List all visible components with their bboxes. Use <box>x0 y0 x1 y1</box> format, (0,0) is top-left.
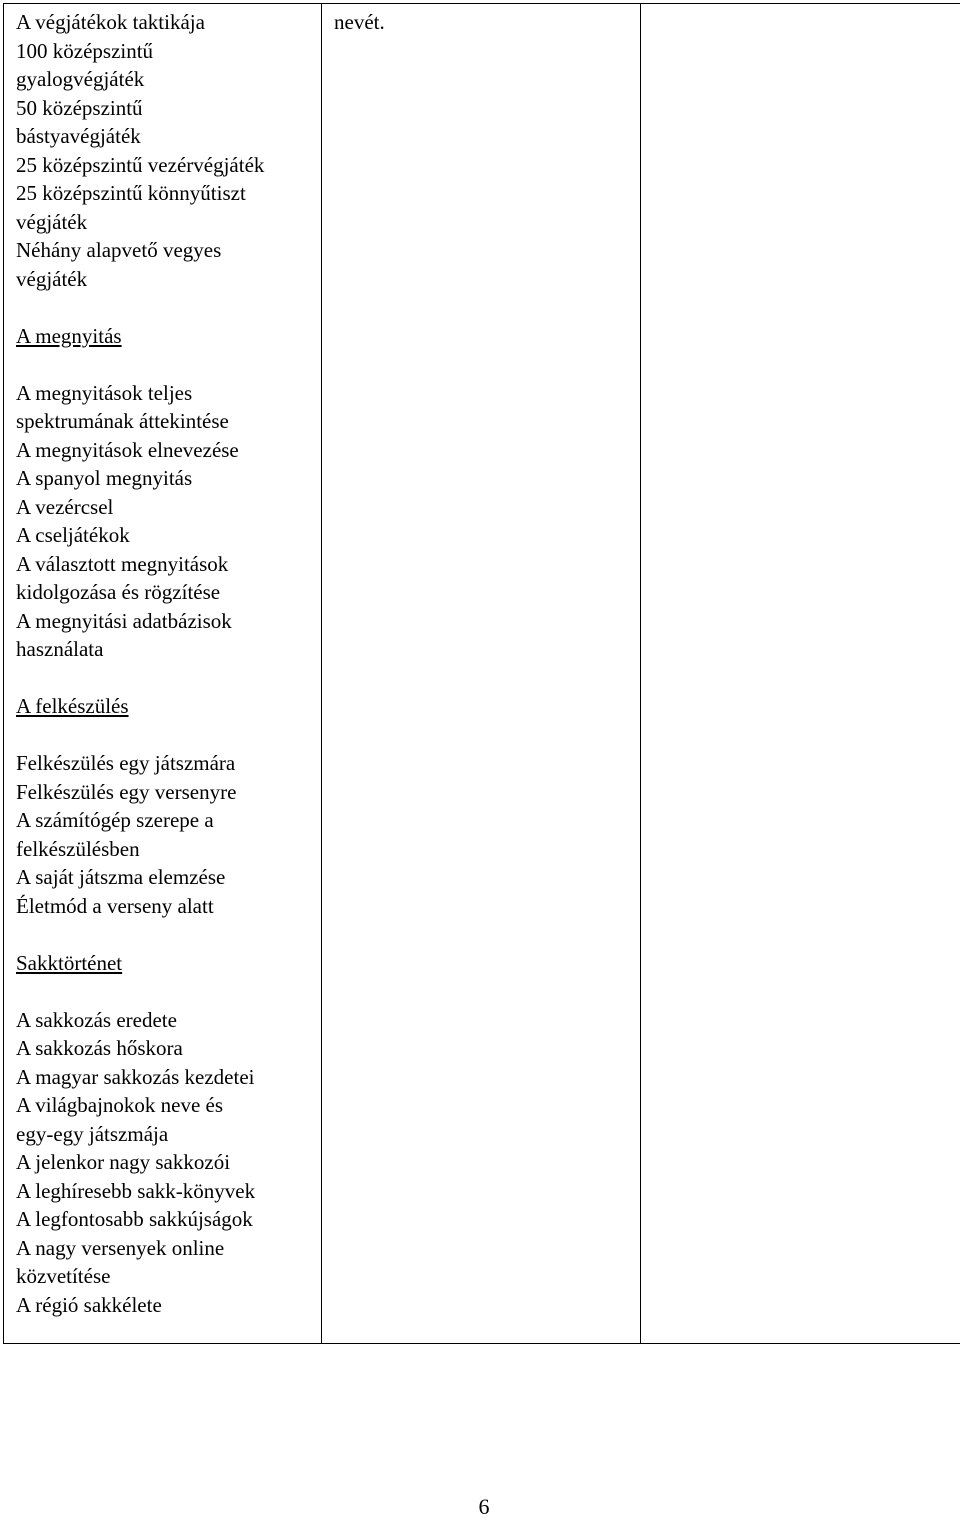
list-item: 25 középszintű vezérvégjáték <box>16 151 309 180</box>
page-number: 6 <box>0 1493 960 1521</box>
cell-text: nevét. <box>334 8 628 37</box>
list-item: Életmód a verseny alatt <box>16 892 309 921</box>
list-item: végjáték <box>16 265 309 294</box>
list-item: A cseljátékok <box>16 521 309 550</box>
spacer <box>16 920 309 949</box>
section-heading-chess-history: Sakktörténet <box>16 949 309 978</box>
opening-section <box>16 322 309 664</box>
notes-content <box>641 4 960 8</box>
list-item: 100 középszintű <box>16 37 309 66</box>
list-item: A leghíresebb sakk-könyvek <box>16 1177 309 1206</box>
list-item: A magyar sakkozás kezdetei <box>16 1063 309 1092</box>
list-item: A választott megnyitások <box>16 550 309 579</box>
list-item: A sakkozás eredete <box>16 1006 309 1035</box>
list-item: A régió sakkélete <box>16 1291 309 1320</box>
list-item: 25 középszintű könnyűtiszt <box>16 179 309 208</box>
list-item: A saját játszma elemzése <box>16 863 309 892</box>
topics-content <box>4 4 321 1319</box>
list-item: kidolgozása és rögzítése <box>16 578 309 607</box>
list-item: spektrumának áttekintése <box>16 407 309 436</box>
list-item: Felkészülés egy játszmára <box>16 749 309 778</box>
list-item: A világbajnokok neve és <box>16 1091 309 1120</box>
section-heading-preparation: A felkészülés <box>16 692 309 721</box>
list-item: A nagy versenyek online <box>16 1234 309 1263</box>
list-item: egy-egy játszmája <box>16 1120 309 1149</box>
list-item: A vezércsel <box>16 493 309 522</box>
list-item: bástyavégjáték <box>16 122 309 151</box>
list-item: A megnyitási adatbázisok <box>16 607 309 636</box>
list-item: A végjátékok taktikája <box>16 8 309 37</box>
table-row <box>4 4 960 1344</box>
notes-cell <box>641 4 960 1344</box>
chess-history-section <box>16 949 309 1320</box>
spacer <box>16 721 309 750</box>
list-item: használata <box>16 635 309 664</box>
spacer <box>16 664 309 693</box>
spacer <box>16 293 309 322</box>
endgame-tactics-block <box>16 8 309 293</box>
list-item: A számítógép szerepe a <box>16 806 309 835</box>
list-item: A sakkozás hőskora <box>16 1034 309 1063</box>
topics-cell <box>4 4 322 1344</box>
section-heading-opening: A megnyitás <box>16 322 309 351</box>
spacer <box>16 350 309 379</box>
list-item: gyalogvégjáték <box>16 65 309 94</box>
list-item: közvetítése <box>16 1262 309 1291</box>
list-item: A spanyol megnyitás <box>16 464 309 493</box>
list-item: A legfontosabb sakkújságok <box>16 1205 309 1234</box>
list-item: felkészülésben <box>16 835 309 864</box>
spacer <box>16 977 309 1006</box>
curriculum-table <box>3 3 960 1344</box>
list-item: A megnyitások elnevezése <box>16 436 309 465</box>
list-item: A jelenkor nagy sakkozói <box>16 1148 309 1177</box>
preparation-section <box>16 692 309 920</box>
list-item: Felkészülés egy versenyre <box>16 778 309 807</box>
requirements-cell <box>322 4 641 1344</box>
list-item: Néhány alapvető vegyes <box>16 236 309 265</box>
list-item: végjáték <box>16 208 309 237</box>
list-item: 50 középszintű <box>16 94 309 123</box>
requirements-content <box>322 4 640 37</box>
list-item: A megnyitások teljes <box>16 379 309 408</box>
